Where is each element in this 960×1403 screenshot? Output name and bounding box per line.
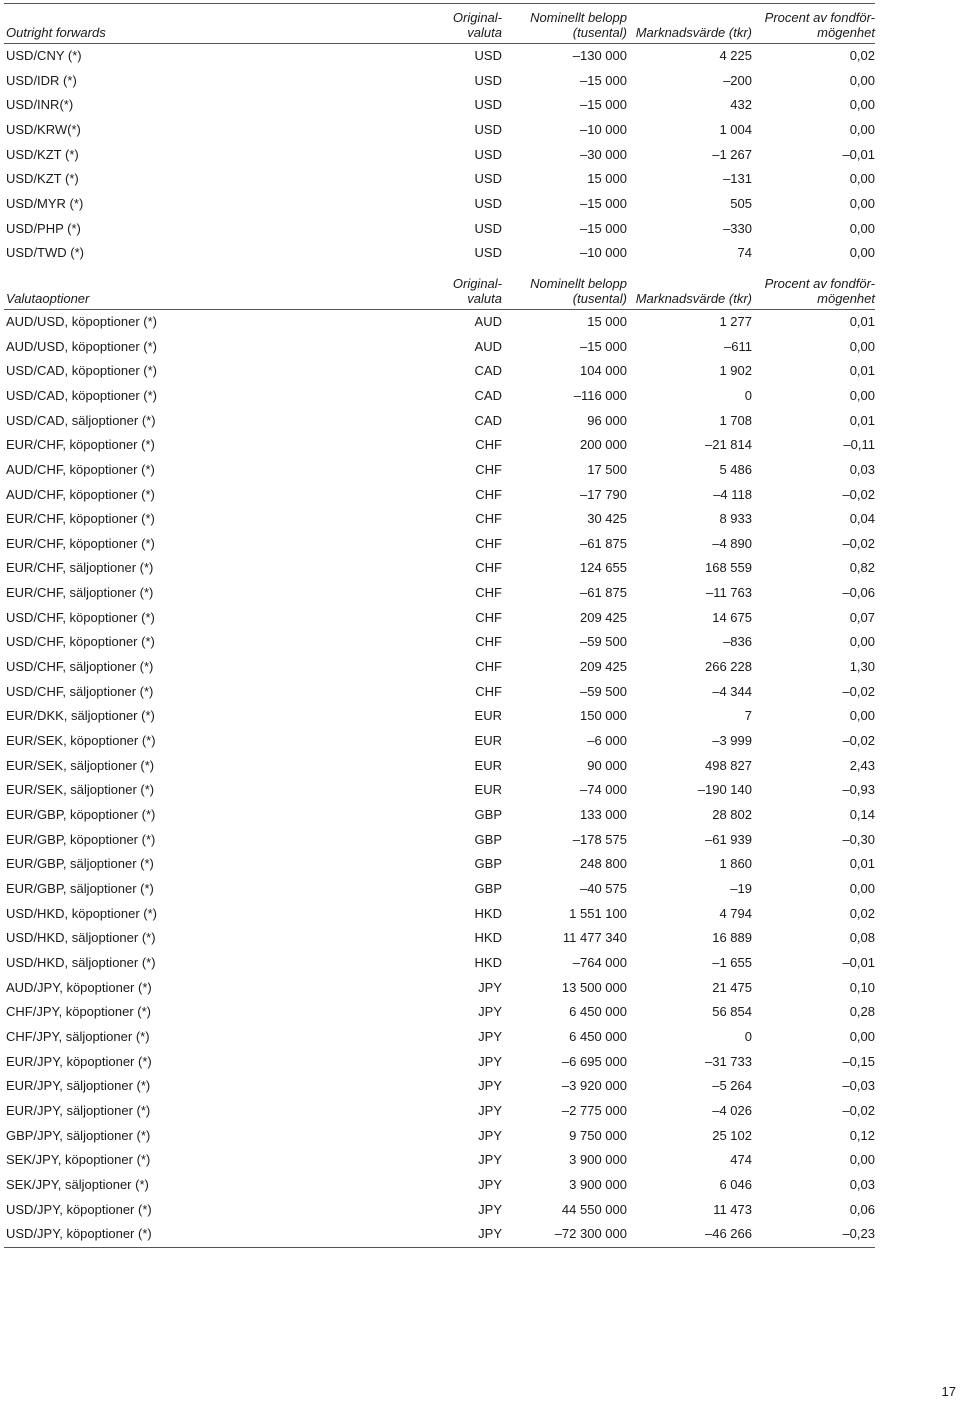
currency-cell: JPY xyxy=(478,1152,502,1168)
nominal-cell: 15 000 xyxy=(587,171,627,187)
nominal-cell: 90 000 xyxy=(587,757,627,773)
option-row xyxy=(4,309,875,334)
instrument-cell: USD/JPY, köpoptioner (*) xyxy=(4,1222,436,1247)
option-row xyxy=(4,1025,875,1050)
nominal-cell: –15 000 xyxy=(580,220,627,236)
currency-cell: USD xyxy=(474,48,502,63)
currency-cell: USD xyxy=(474,146,502,162)
market-value-cell: –1 655 xyxy=(712,954,752,970)
currency-cell: JPY xyxy=(478,1176,502,1192)
option-row xyxy=(4,680,875,705)
percent-cell: 0,07 xyxy=(849,609,875,625)
instrument-cell: EUR/JPY, säljoptioner (*) xyxy=(6,1078,151,1094)
instrument-cell: CHF/JPY, köpoptioner (*) xyxy=(6,1004,151,1020)
option-row xyxy=(4,1074,875,1099)
market-value-cell: 8 933 xyxy=(719,511,752,527)
market-value-cell: –4 026 xyxy=(712,1102,752,1118)
nominal-cell: 13 500 000 xyxy=(561,979,627,995)
option-row xyxy=(4,1148,875,1173)
currency-cell: JPY xyxy=(478,1102,502,1118)
currency-cell: JPY xyxy=(478,1127,502,1143)
forward-row xyxy=(4,192,875,217)
percent-cell: 0,00 xyxy=(849,708,875,724)
currency-cell: HKD xyxy=(474,905,502,921)
percent-cell: –0,02 xyxy=(842,733,875,749)
market-value-cell: –836 xyxy=(723,634,752,650)
percent-cell: 0,00 xyxy=(849,1028,875,1044)
percent-cell: –0,15 xyxy=(842,1053,875,1069)
currency-cell: CHF xyxy=(475,634,502,650)
currency-cell: USD xyxy=(474,195,502,211)
forwards-rows xyxy=(4,44,875,266)
option-row xyxy=(4,630,875,655)
instrument-cell: EUR/GBP, köpoptioner (*) xyxy=(6,807,156,823)
percent-cell: –0,02 xyxy=(842,486,875,502)
option-row xyxy=(4,606,875,631)
nominal-cell: 30 425 xyxy=(587,511,627,527)
forward-row xyxy=(4,44,875,69)
market-value-cell: –1 267 xyxy=(712,146,752,162)
option-row xyxy=(4,483,875,508)
currency-cell: CAD xyxy=(474,412,502,428)
instrument-cell: USD/HKD, säljoptioner (*) xyxy=(6,954,156,970)
market-value-cell: 168 559 xyxy=(705,560,752,576)
percent-cell: 0,01 xyxy=(849,856,875,872)
instrument-cell: USD/CHF, köpoptioner (*) xyxy=(6,634,155,650)
option-row xyxy=(4,359,875,384)
currency-cell: CHF xyxy=(475,560,502,576)
currency-cell: GBP xyxy=(474,856,502,872)
market-value-cell: 74 xyxy=(737,245,752,261)
currency-cell: CHF xyxy=(475,461,502,477)
instrument-cell: USD/TWD (*) xyxy=(6,245,84,261)
nominal-cell: 248 800 xyxy=(580,856,627,872)
option-row xyxy=(4,1099,875,1124)
market-value-header: Marknadsvärde (tkr) xyxy=(627,266,752,310)
market-value-cell: 498 827 xyxy=(705,757,752,773)
currency-cell: JPY xyxy=(478,1004,502,1020)
market-value-cell: 6 046 xyxy=(719,1176,752,1192)
holdings-table xyxy=(4,3,875,1248)
instrument-cell: SEK/JPY, köpoptioner (*) xyxy=(6,1152,151,1168)
instrument-cell: SEK/JPY, säljoptioner (*) xyxy=(6,1176,149,1192)
percent-cell: 0,03 xyxy=(849,461,875,477)
option-row xyxy=(4,852,875,877)
option-row xyxy=(4,1050,875,1075)
market-value-cell: –46 266 xyxy=(627,1222,752,1247)
market-value-cell: 4 225 xyxy=(719,48,752,63)
instrument-cell: EUR/SEK, köpoptioner (*) xyxy=(6,733,156,749)
nominal-cell: 3 900 000 xyxy=(569,1152,627,1168)
option-row xyxy=(4,976,875,1001)
market-value-cell: 1 004 xyxy=(719,121,752,137)
option-row xyxy=(4,507,875,532)
market-value-cell: –200 xyxy=(723,72,752,88)
market-value-cell: 56 854 xyxy=(712,1004,752,1020)
percent-cell: 0,00 xyxy=(849,634,875,650)
currency-cell: USD xyxy=(474,121,502,137)
currency-cell: CHF xyxy=(475,437,502,453)
nominal-cell: –2 775 000 xyxy=(561,1102,627,1118)
nominal-cell: 150 000 xyxy=(580,708,627,724)
instrument-cell: EUR/CHF, säljoptioner (*) xyxy=(6,560,154,576)
currency-header: Original- valuta xyxy=(436,4,502,44)
market-value-header: Marknadsvärde (tkr) xyxy=(627,4,752,44)
instrument-cell: EUR/CHF, säljoptioner (*) xyxy=(6,585,154,601)
market-value-cell: 11 473 xyxy=(713,1201,752,1217)
percent-cell: –0,11 xyxy=(843,437,875,453)
percent-cell: 0,06 xyxy=(849,1201,875,1217)
percent-cell: 0,08 xyxy=(849,930,875,946)
forward-row xyxy=(4,167,875,192)
market-value-cell: 266 228 xyxy=(705,659,752,675)
percent-cell: 0,00 xyxy=(849,387,875,403)
market-value-cell: 1 708 xyxy=(719,412,752,428)
forward-row xyxy=(4,93,875,118)
option-row xyxy=(4,581,875,606)
nominal-cell: 9 750 000 xyxy=(569,1127,627,1143)
market-value-cell: –61 939 xyxy=(705,831,752,847)
percent-cell: 0,00 xyxy=(849,881,875,896)
instrument-cell: USD/KZT (*) xyxy=(6,171,79,187)
option-row xyxy=(4,877,875,902)
forward-row xyxy=(4,118,875,143)
instrument-cell: AUD/CHF, köpoptioner (*) xyxy=(6,486,155,502)
nominal-cell: –61 875 xyxy=(580,585,627,601)
instrument-cell: USD/CAD, köpoptioner (*) xyxy=(6,387,157,403)
market-value-cell: –611 xyxy=(724,338,752,354)
currency-cell: USD xyxy=(474,245,502,261)
forward-row xyxy=(4,241,875,266)
percent-cell: –0,93 xyxy=(842,782,875,798)
nominal-cell: 44 550 000 xyxy=(561,1201,627,1217)
currency-cell: EUR xyxy=(474,782,502,798)
nominal-cell: –15 000 xyxy=(580,338,627,354)
percent-cell: 0,14 xyxy=(849,807,875,823)
nominal-cell: –764 000 xyxy=(572,954,627,970)
option-row xyxy=(4,902,875,927)
page-number: 17 xyxy=(941,1384,956,1399)
currency-header: Original- valuta xyxy=(436,266,502,310)
currency-cell: HKD xyxy=(474,954,502,970)
instrument-cell: USD/CHF, säljoptioner (*) xyxy=(6,659,154,675)
percent-cell: 0,28 xyxy=(849,1004,875,1020)
percent-cell: –0,23 xyxy=(752,1222,875,1247)
percent-cell: 0,01 xyxy=(849,313,875,329)
currency-cell: USD xyxy=(474,97,502,113)
currency-cell: USD xyxy=(474,72,502,88)
options-rows xyxy=(4,309,875,1247)
nominal-cell: –116 000 xyxy=(573,387,627,403)
percent-cell: 0,82 xyxy=(849,560,875,576)
instrument-cell: EUR/GBP, säljoptioner (*) xyxy=(6,881,154,896)
currency-cell: EUR xyxy=(474,757,502,773)
currency-cell: CHF xyxy=(475,609,502,625)
currency-cell: AUD xyxy=(474,338,502,354)
forward-row xyxy=(4,69,875,94)
nominal-cell: –10 000 xyxy=(580,121,627,137)
instrument-cell: EUR/GBP, köpoptioner (*) xyxy=(6,831,156,847)
nominal-cell: –6 695 000 xyxy=(561,1053,627,1069)
currency-cell: USD xyxy=(474,220,502,236)
option-row xyxy=(4,1000,875,1025)
currency-cell: JPY xyxy=(478,979,502,995)
currency-cell: CHF xyxy=(475,535,502,551)
percent-cell: 0,00 xyxy=(849,1152,875,1168)
nominal-cell: 200 000 xyxy=(580,437,627,453)
instrument-cell: USD/KZT (*) xyxy=(6,146,79,162)
nominal-cell: –15 000 xyxy=(580,195,627,211)
instrument-cell: USD/CAD, köpoptioner (*) xyxy=(6,363,157,379)
market-value-cell: 1 902 xyxy=(719,363,752,379)
instrument-cell: CHF/JPY, säljoptioner (*) xyxy=(6,1028,150,1044)
option-row xyxy=(4,951,875,976)
nominal-cell: –15 000 xyxy=(580,72,627,88)
option-row xyxy=(4,803,875,828)
percent-cell: 0,00 xyxy=(849,195,875,211)
currency-cell: JPY xyxy=(478,1201,502,1217)
option-row xyxy=(4,1198,875,1223)
option-row xyxy=(4,704,875,729)
percent-cell: 0,02 xyxy=(849,48,875,63)
instrument-cell: USD/MYR (*) xyxy=(6,195,84,211)
percent-cell: 0,12 xyxy=(849,1127,875,1143)
market-value-cell: –4 118 xyxy=(713,486,752,502)
market-value-cell: –19 xyxy=(730,881,752,896)
market-value-cell: 4 794 xyxy=(719,905,752,921)
currency-cell: CAD xyxy=(474,387,502,403)
percent-cell: 0,01 xyxy=(849,412,875,428)
market-value-cell: –4 344 xyxy=(712,683,752,699)
currency-cell: CHF xyxy=(475,659,502,675)
option-row xyxy=(4,532,875,557)
currency-cell: CHF xyxy=(475,585,502,601)
market-value-cell: 21 475 xyxy=(712,979,752,995)
market-value-cell: –190 140 xyxy=(697,782,752,798)
instrument-cell: USD/HKD, säljoptioner (*) xyxy=(6,930,156,946)
percent-header: Procent av fondför- mögenhet xyxy=(752,266,875,310)
currency-cell: JPY xyxy=(478,1078,502,1094)
percent-cell: –0,03 xyxy=(842,1078,875,1094)
instrument-cell: EUR/CHF, köpoptioner (*) xyxy=(6,535,155,551)
percent-cell: 0,00 xyxy=(849,220,875,236)
options-section-title: Valutaoptioner xyxy=(4,266,436,310)
market-value-cell: 7 xyxy=(744,708,752,724)
percent-cell: –0,02 xyxy=(842,535,875,551)
market-value-cell: –11 763 xyxy=(705,585,752,601)
percent-cell: –0,30 xyxy=(842,831,875,847)
percent-cell: 1,30 xyxy=(849,659,875,675)
instrument-cell: EUR/CHF, köpoptioner (*) xyxy=(6,511,155,527)
market-value-cell: 14 675 xyxy=(712,609,752,625)
option-row xyxy=(4,556,875,581)
percent-cell: 0,00 xyxy=(849,338,875,354)
currency-cell: HKD xyxy=(474,930,502,946)
currency-cell: GBP xyxy=(474,807,502,823)
market-value-cell: –31 733 xyxy=(705,1053,752,1069)
nominal-cell: 96 000 xyxy=(587,412,627,428)
currency-cell: EUR xyxy=(474,708,502,724)
market-value-cell: 474 xyxy=(730,1152,752,1168)
percent-cell: 0,00 xyxy=(849,171,875,187)
percent-cell: 0,02 xyxy=(849,905,875,921)
percent-cell: 0,03 xyxy=(849,1176,875,1192)
market-value-cell: 432 xyxy=(730,97,752,113)
nominal-cell: 11 477 340 xyxy=(562,930,627,946)
instrument-cell: USD/CHF, köpoptioner (*) xyxy=(6,609,155,625)
market-value-cell: 1 860 xyxy=(719,856,752,872)
instrument-cell: AUD/USD, köpoptioner (*) xyxy=(6,313,157,329)
market-value-cell: –21 814 xyxy=(705,437,752,453)
option-row xyxy=(4,926,875,951)
nominal-cell: –178 575 xyxy=(572,831,627,847)
option-row xyxy=(4,384,875,409)
nominal-cell: –74 000 xyxy=(580,782,627,798)
nominal-cell: –59 500 xyxy=(580,683,627,699)
market-value-cell: 16 889 xyxy=(712,930,752,946)
instrument-cell: EUR/SEK, säljoptioner (*) xyxy=(6,782,155,798)
nominal-cell: 104 000 xyxy=(580,363,627,379)
percent-cell: –0,01 xyxy=(842,954,875,970)
nominal-cell: –17 790 xyxy=(580,486,627,502)
nominal-cell: –30 000 xyxy=(580,146,627,162)
currency-cell: GBP xyxy=(474,831,502,847)
market-value-cell: 0 xyxy=(744,1028,752,1044)
market-value-cell: –3 999 xyxy=(712,733,752,749)
instrument-cell: EUR/DKK, säljoptioner (*) xyxy=(6,708,155,724)
instrument-cell: USD/KRW(*) xyxy=(6,121,81,137)
market-value-cell: 0 xyxy=(744,387,752,403)
instrument-cell: USD/CHF, säljoptioner (*) xyxy=(6,683,154,699)
nominal-cell: 209 425 xyxy=(580,659,627,675)
nominal-cell: 17 500 xyxy=(587,461,627,477)
market-value-cell: –330 xyxy=(723,220,752,236)
percent-cell: 0,01 xyxy=(849,363,875,379)
currency-cell: USD xyxy=(474,171,502,187)
percent-cell: 0,00 xyxy=(849,72,875,88)
nominal-cell: 6 450 000 xyxy=(569,1004,627,1020)
nominal-cell: –40 575 xyxy=(580,881,627,896)
nominal-cell: –3 920 000 xyxy=(561,1078,627,1094)
instrument-cell: EUR/JPY, säljoptioner (*) xyxy=(6,1102,151,1118)
market-value-cell: 505 xyxy=(730,195,752,211)
currency-cell: CHF xyxy=(475,511,502,527)
percent-cell: –0,01 xyxy=(842,146,875,162)
instrument-cell: EUR/SEK, säljoptioner (*) xyxy=(6,757,155,773)
options-header-row xyxy=(4,266,875,310)
market-value-cell: 25 102 xyxy=(712,1127,752,1143)
option-row xyxy=(4,1124,875,1149)
option-row xyxy=(4,458,875,483)
percent-cell: 0,00 xyxy=(849,121,875,137)
forwards-section-title: Outright forwards xyxy=(4,4,436,44)
nominal-cell: –61 875 xyxy=(580,535,627,551)
option-row xyxy=(4,729,875,754)
nominal-cell: –130 000 xyxy=(572,48,627,63)
instrument-cell: USD/INR(*) xyxy=(6,97,74,113)
option-row xyxy=(4,655,875,680)
forward-row xyxy=(4,143,875,168)
nominal-cell: 133 000 xyxy=(580,807,627,823)
nominal-cell: 209 425 xyxy=(580,609,627,625)
percent-cell: 0,00 xyxy=(849,97,875,113)
nominal-cell: 3 900 000 xyxy=(569,1176,627,1192)
instrument-cell: AUD/CHF, köpoptioner (*) xyxy=(6,461,155,477)
nominal-header: Nominellt belopp (tusental) xyxy=(502,266,627,310)
market-value-cell: –5 264 xyxy=(712,1078,752,1094)
nominal-cell: 124 655 xyxy=(580,560,627,576)
percent-header: Procent av fondför- mögenhet xyxy=(752,4,875,44)
instrument-cell: GBP/JPY, säljoptioner (*) xyxy=(6,1127,151,1143)
forwards-header-row xyxy=(4,4,875,44)
percent-cell: 0,00 xyxy=(849,245,875,261)
currency-cell: CHF xyxy=(475,486,502,502)
percent-cell: 0,04 xyxy=(849,511,875,527)
currency-cell: CHF xyxy=(475,683,502,699)
percent-cell: –0,02 xyxy=(842,1102,875,1118)
currency-cell: JPY xyxy=(478,1028,502,1044)
instrument-cell: AUD/USD, köpoptioner (*) xyxy=(6,338,157,354)
nominal-cell: 6 450 000 xyxy=(569,1028,627,1044)
forward-row xyxy=(4,217,875,242)
currency-cell: EUR xyxy=(474,733,502,749)
percent-cell: 0,10 xyxy=(849,979,875,995)
instrument-cell: USD/JPY, köpoptioner (*) xyxy=(6,1201,152,1217)
market-value-cell: 28 802 xyxy=(712,807,752,823)
market-value-cell: –4 890 xyxy=(712,535,752,551)
instrument-cell: USD/PHP (*) xyxy=(6,220,81,236)
market-value-cell: 5 486 xyxy=(719,461,752,477)
option-row xyxy=(4,433,875,458)
percent-cell: –0,06 xyxy=(842,585,875,601)
currency-cell: GBP xyxy=(474,881,502,896)
instrument-cell: EUR/JPY, köpoptioner (*) xyxy=(6,1053,152,1069)
instrument-cell: USD/IDR (*) xyxy=(6,72,77,88)
nominal-cell: –15 000 xyxy=(580,97,627,113)
instrument-cell: AUD/JPY, köpoptioner (*) xyxy=(6,979,152,995)
option-row xyxy=(4,335,875,360)
nominal-cell: –59 500 xyxy=(580,634,627,650)
market-value-cell: –131 xyxy=(723,171,752,187)
instrument-cell: EUR/GBP, säljoptioner (*) xyxy=(6,856,154,872)
instrument-cell: USD/CNY (*) xyxy=(6,48,82,63)
option-row xyxy=(4,1222,875,1247)
instrument-cell: USD/HKD, köpoptioner (*) xyxy=(6,905,157,921)
percent-cell: –0,02 xyxy=(842,683,875,699)
option-row xyxy=(4,754,875,779)
nominal-cell: –10 000 xyxy=(580,245,627,261)
instrument-cell: USD/CAD, säljoptioner (*) xyxy=(6,412,156,428)
instrument-cell: EUR/CHF, köpoptioner (*) xyxy=(6,437,155,453)
nominal-cell: 1 551 100 xyxy=(569,905,627,921)
option-row xyxy=(4,1173,875,1198)
currency-cell: AUD xyxy=(474,313,502,329)
nominal-cell: 15 000 xyxy=(587,313,627,329)
nominal-header: Nominellt belopp (tusental) xyxy=(502,4,627,44)
currency-cell: CAD xyxy=(474,363,502,379)
option-row xyxy=(4,778,875,803)
currency-cell: JPY xyxy=(478,1053,502,1069)
option-row xyxy=(4,828,875,853)
market-value-cell: 1 277 xyxy=(719,313,752,329)
option-row xyxy=(4,409,875,434)
nominal-cell: –6 000 xyxy=(587,733,627,749)
nominal-cell: –72 300 000 xyxy=(502,1222,627,1247)
currency-cell: JPY xyxy=(436,1222,502,1247)
percent-cell: 2,43 xyxy=(849,757,875,773)
